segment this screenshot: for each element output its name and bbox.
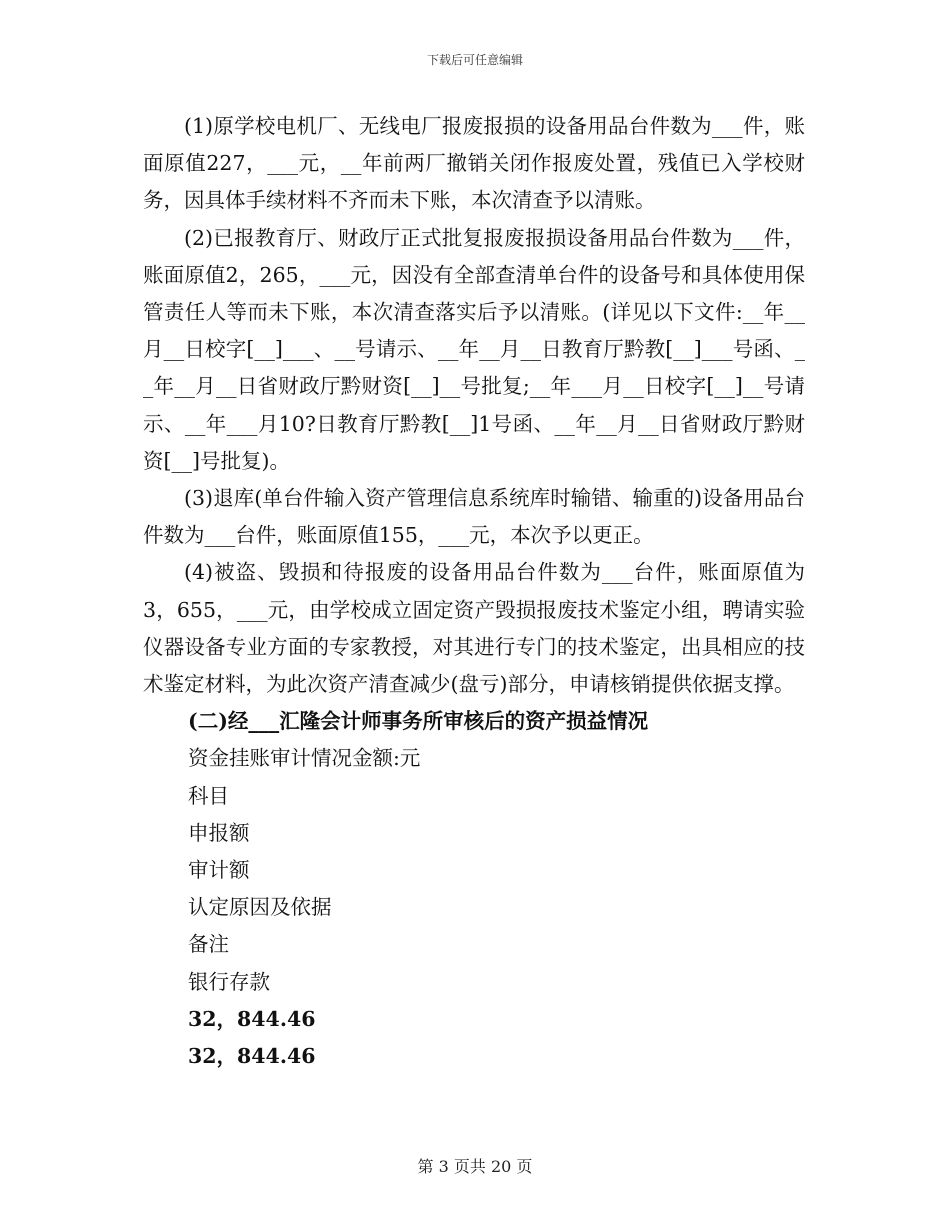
column-header-subject: 科目 bbox=[188, 783, 229, 808]
page-header: 下载后可任意编辑 bbox=[426, 53, 523, 67]
column-header-declared: 申报额 bbox=[188, 820, 250, 845]
table-caption: 资金挂账审计情况金额:元 bbox=[188, 746, 421, 771]
document-body bbox=[143, 108, 805, 1075]
paragraph-3: (3)退库(单台件输入资产管理信息系统库时输错、输重的)设备用品台件数为___台件，账面原值155，___元，本次予以更正。 bbox=[143, 486, 805, 548]
row-label-bank-deposit: 银行存款 bbox=[188, 969, 270, 994]
paragraph-4: (4)被盗、毁损和待报废的设备用品台件数为___台件，账面原值为3，655，___元，由学校成立固定资产毁损报废技术鉴定小组，聘请实验仪器设备专业方面的专家教授，对其进行专门的技术鉴定，出具相应的技术鉴定材料，为此次资产清查减少(盘亏)部分，申请核销提供依据支撑。 bbox=[143, 560, 805, 697]
column-header-remarks: 备注 bbox=[188, 932, 229, 957]
amount-declared: 32，844.46 bbox=[188, 1006, 316, 1031]
column-header-audited: 审计额 bbox=[188, 858, 250, 883]
section-heading: (二)经___汇隆会计师事务所审核后的资产损益情况 bbox=[188, 709, 649, 734]
column-header-reason: 认定原因及依据 bbox=[188, 895, 332, 920]
paragraph-2: (2)已报教育厅、财政厅正式批复报废报损设备用品台件数为___件，账面原值2，265，___元，因没有全部查清单台件的设备号和具体使用保管责任人等而未下账，本次清查落实后予以清账。(详见以下文件:__年__月__日校字[__]___、__号请示、__年__月__日教育厅黔教[__]___号函、__年__月__日省财政厅黔财资[__]__号批复;__年___月__日校字[__]__号请示、__年___月10?日教育厅黔教[__]1号函、__年__月__日省财政厅黔财资[__]号批复)。 bbox=[143, 225, 805, 473]
page-footer: 第 3 页共 20 页 bbox=[417, 1157, 533, 1176]
amount-audited: 32，844.46 bbox=[188, 1044, 316, 1069]
paragraph-1: (1)原学校电机厂、无线电厂报废报损的设备用品台件数为___件，账面原值227，___元，__年前两厂撤销关闭作报废处置，残值已入学校财务，因具体手续材料不齐而未下账，本次清查予以清账。 bbox=[143, 114, 805, 213]
